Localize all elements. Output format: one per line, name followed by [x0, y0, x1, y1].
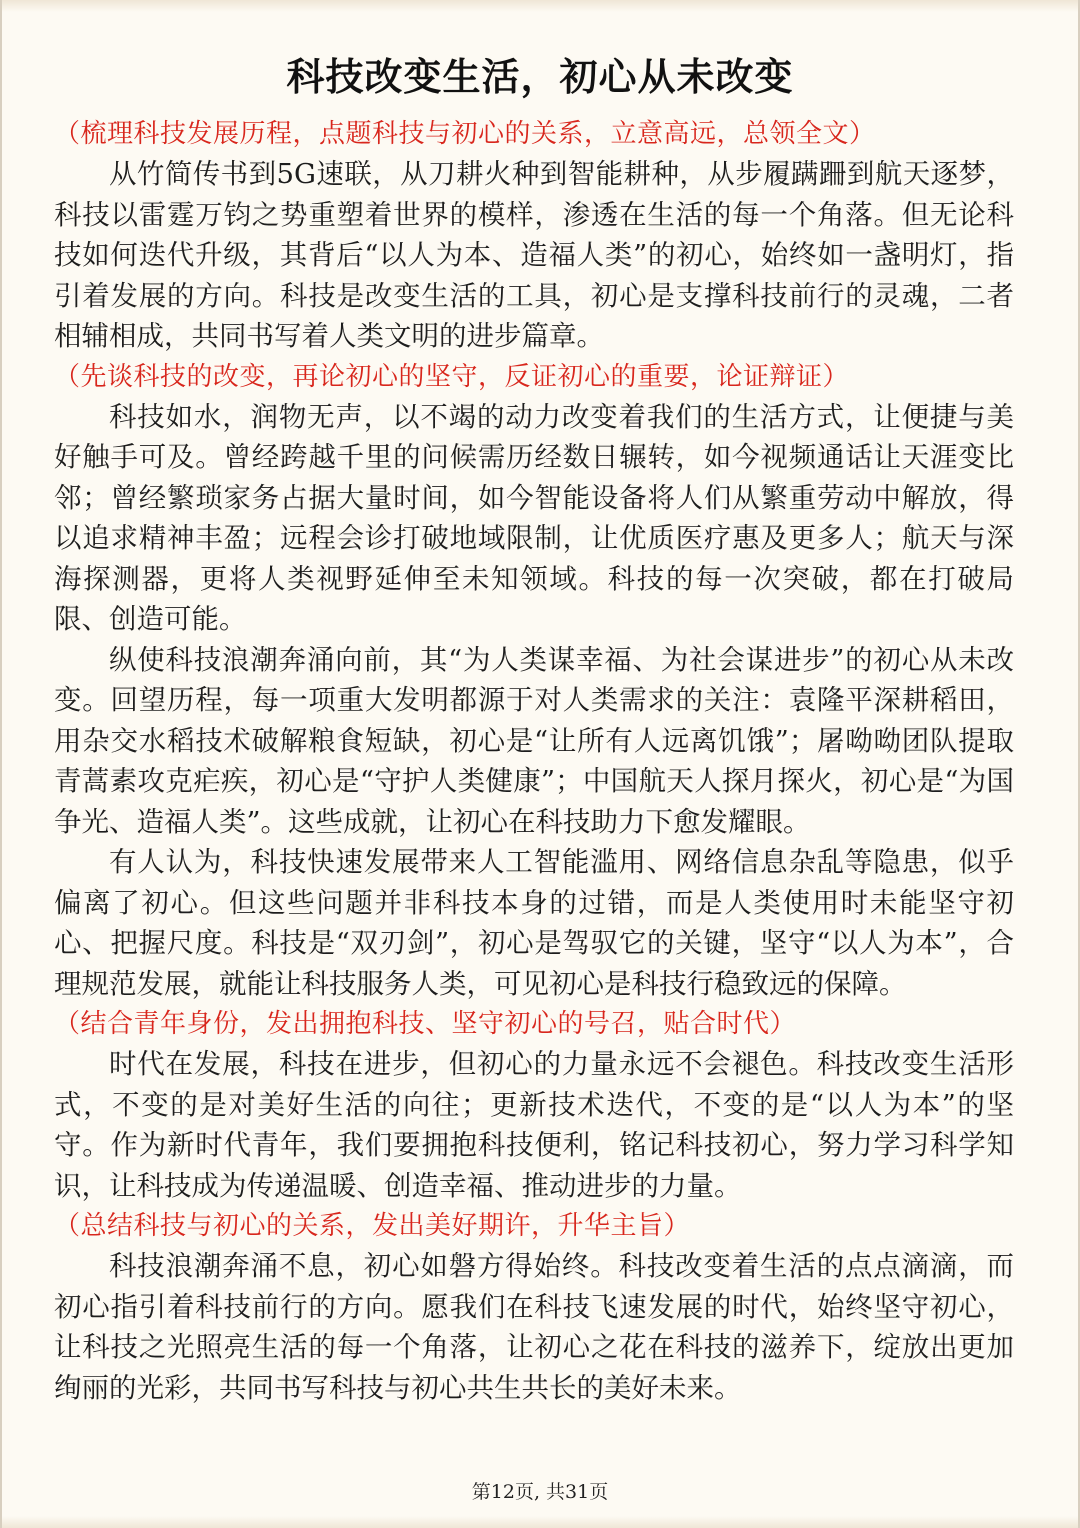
- paragraph-2: 科技如水，润物无声，以不竭的动力改变着我们的生活方式，让便捷与美好触手可及。曾经跨越千里的问候需历经数日辗转，如今视频通话让天涯变比邻；曾经繁琐家务占据大量时间，如今智能设备将人们从繁重劳动中解放，得以追求精神丰盈；远程会诊打破地域限制，让优质医疗惠及更多人；航天与深海探测器，更将人类视野延伸至未知领域。科技的每一次突破，都在打破局限、创造可能。: [54, 400, 1014, 635]
- annotation-note-3: （结合青年身份，发出拥抱科技、坚守初心的号召，贴合时代）: [54, 1009, 797, 1039]
- paragraph-3: 纵使科技浪潮奔涌向前，其“为人类谋幸福、为社会谋进步”的初心从未改变。回望历程，每一项重大发明都源于对人类需求的关注：袁隆平深耕稻田，用杂交水稻技术破解粮食短缺，初心是“让所有人远离饥饿”；屠呦呦团队提取青蒿素攻克疟疾，初心是“守护人类健康”；中国航天人探月探火，初心是“为国争光、造福人类”。这些成就，让初心在科技助力下愈发耀眼。: [54, 643, 1014, 838]
- annotation-note-4: （总结科技与初心的关系，发出美好期许，升华主旨）: [54, 1211, 691, 1241]
- paragraph-4: 有人认为，科技快速发展带来人工智能滥用、网络信息杂乱等隐患，似乎偏离了初心。但这些问题并非科技本身的过错，而是人类使用时未能坚守初心、把握尺度。科技是“双刃剑”，初心是驾驭它的关键，坚守“以人为本”，合理规范发展，就能让科技服务人类，可见初心是科技行稳致远的保障。: [54, 846, 1014, 1000]
- paragraph-5: 时代在发展，科技在进步，但初心的力量永远不会褪色。科技改变生活形式，不变的是对美好生活的向往；更新技术迭代，不变的是“以人为本”的坚守。作为新时代青年，我们要拥抱科技便利，铭记科技初心，努力学习科学知识，让科技成为传递温暖、创造幸福、推动进步的力量。: [54, 1048, 1014, 1202]
- page-number: 第12页, 共31页: [471, 1481, 609, 1503]
- paragraph-6: 科技浪潮奔涌不息，初心如磐方得始终。科技改变着生活的点点滴滴，而初心指引着科技前行的方向。愿我们在科技飞速发展的时代，始终坚守初心，让科技之光照亮生活的每一个角落，让初心之花在科技的滋养下，绽放出更加绚丽的光彩，共同书写科技与初心共生共长的美好未来。: [54, 1250, 1014, 1404]
- essay-body: [54, 114, 1014, 1408]
- page-title: 科技改变生活，初心从未改变: [286, 55, 794, 99]
- paragraph-1: 从竹简传书到5G速联，从刀耕火种到智能耕种，从步履蹒跚到航天逐梦，科技以雷霆万钧之势重塑着世界的模样，渗透在生活的每一个角落。但无论科技如何迭代升级，其背后“以人为本、造福人类”的初心，始终如一盏明灯，指引着发展的方向。科技是改变生活的工具，初心是支撑科技前行的灵魂，二者相辅相成，共同书写着人类文明的进步篇章。: [54, 158, 1014, 352]
- annotation-note-1: （梳理科技发展历程，点题科技与初心的关系，立意高远，总领全文）: [54, 119, 876, 149]
- annotation-note-2: （先谈科技的改变，再论初心的坚守，反证初心的重要，论证辩证）: [54, 361, 850, 392]
